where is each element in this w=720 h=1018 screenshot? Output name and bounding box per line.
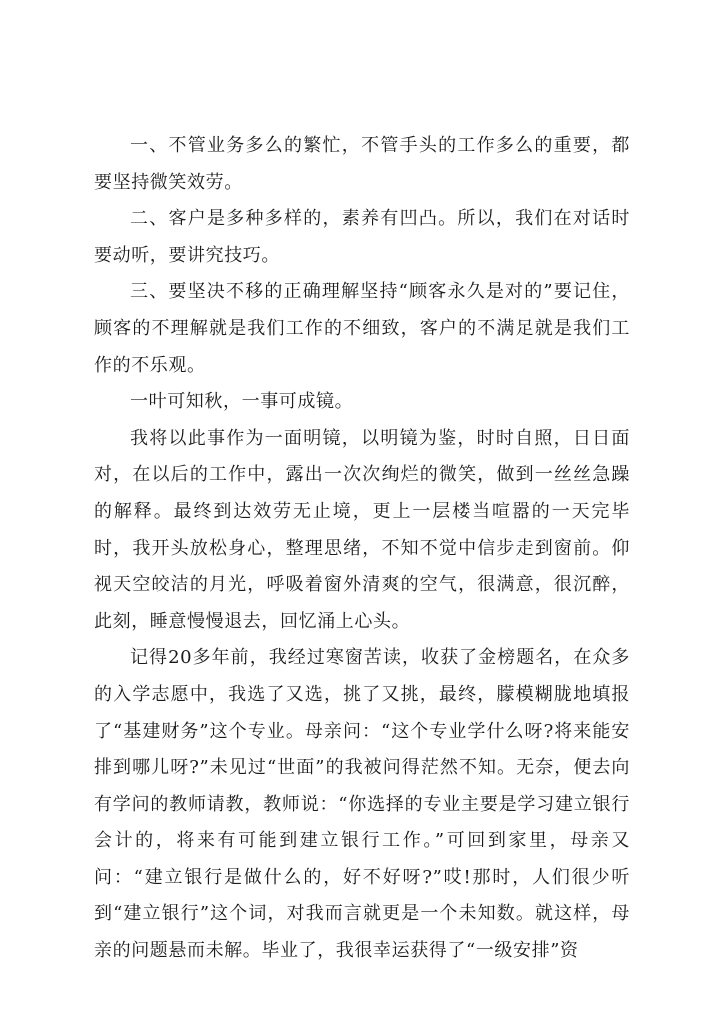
document-body: [94, 128, 630, 970]
paragraph-proverb: 一叶可知秋，一事可成镜。: [130, 391, 354, 413]
paragraph-memory-twenty-years: 记得20多年前，我经过寒窗苦读，收获了金榜题名，在众多的入学志愿中，我选了又选，挑了又挑，最终，朦模糊胧地填报了“基建财务”这个专业。母亲问：“这个专业学什么呀?将来能安排到哪儿呀?”未见过“世面”的我被问得茫然不知。无奈，便去向有学问的教师请教，教师说：“你选择的专业主要是学习建立银行会计的，将来有可能到建立银行工作。”可回到家里，母亲又问：“建立银行是做什么的，好不好呀?”哎!那时，人们很少听到“建立银行”这个词，对我而言就更是一个未知数。就这样，母亲的问题悬而未解。毕业了，我很幸运获得了“一级安排”资: [94, 647, 630, 962]
paragraph-mirror-reflection: 我将以此事作为一面明镜，以明镜为鉴，时时自照，日日面对，在以后的工作中，露出一次次绚烂的微笑，做到一丝丝急躁的解释。最终到达效劳无止境，更上一层楼当喧嚣的一天完毕时，我开头放松身心，整理思绪，不知不觉中信步走到窗前。仰视天空皎洁的月光，呼吸着窗外清爽的空气，很满意，很沉醉，此刻，睡意慢慢退去，回忆涌上心头。: [94, 427, 630, 632]
paragraph-smile-service: 一、不管业务多么的繁忙，不管手头的工作多么的重要，都要坚持微笑效劳。: [94, 135, 630, 193]
paragraph-customer-always-right: 三、要坚决不移的正确理解坚持“顾客永久是对的”要记住，顾客的不理解就是我们工作的不细致，客户的不满足就是我们工作的不乐观。: [94, 281, 630, 376]
paragraph-customer-variety: 二、客户是多种多样的，素养有凹凸。所以，我们在对话时要动听，要讲究技巧。: [94, 208, 630, 266]
